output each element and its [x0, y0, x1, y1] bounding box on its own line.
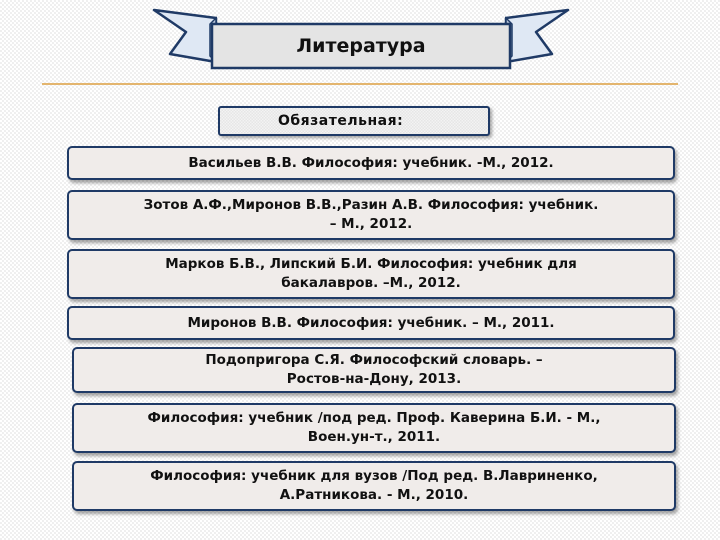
- reference-item: Марков Б.В., Липский Б.И. Философия: учебник для бакалавров. –М., 2012.: [67, 249, 675, 299]
- reference-item: Философия: учебник для вузов /Под ред. В.Лавриненко, А.Ратникова. - М., 2010.: [72, 461, 676, 511]
- page-title: Литература: [296, 35, 426, 57]
- title-banner: [150, 4, 572, 76]
- section-heading: Обязательная:: [218, 106, 490, 136]
- reference-item: Подопригора С.Я. Философский словарь. – Ростов-на-Дону, 2013.: [72, 347, 676, 393]
- divider-line: [42, 83, 678, 85]
- reference-item: Васильев В.В. Философия: учебник. -М., 2012.: [67, 146, 675, 180]
- reference-item: Миронов В.В. Философия: учебник. – М., 2011.: [67, 306, 675, 340]
- reference-item: Философия: учебник /под ред. Проф. Каверина Б.И. - М., Воен.ун-т., 2011.: [72, 403, 676, 453]
- reference-item: Зотов А.Ф.,Миронов В.В.,Разин А.В. Философия: учебник. – М., 2012.: [67, 190, 675, 240]
